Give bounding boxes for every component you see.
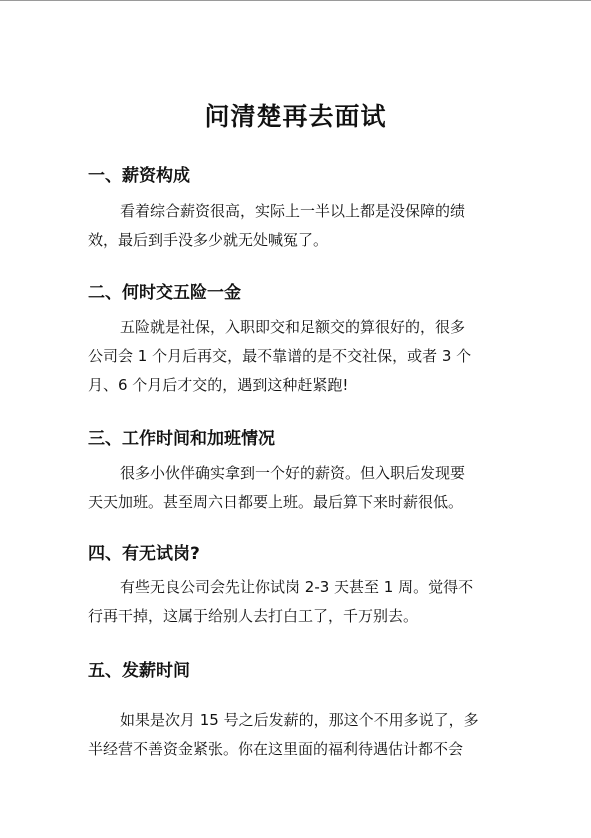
section-heading-working-hours: 三、工作时间和加班情况 xyxy=(88,429,275,449)
paragraph-line: 公司会 1 个月后再交，最不靠谱的是不交社保，或者 3 个 xyxy=(88,347,472,365)
paragraph-line: 五险就是社保，入职即交和足额交的算很好的，很多 xyxy=(120,318,466,336)
section-paragraph-working-hours xyxy=(88,459,503,517)
page-top-border xyxy=(0,0,591,1)
paragraph-line: 很多小伙伴确实拿到一个好的薪资。但入职后发现要 xyxy=(120,464,466,482)
section-paragraph-social-insurance xyxy=(88,313,503,400)
paragraph-line: 半经营不善资金紧张。你在这里面的福利待遇估计都不会 xyxy=(88,740,464,758)
paragraph-line: 天天加班。甚至周六日都要上班。最后算下来时薪很低。 xyxy=(88,493,464,511)
section-paragraph-salary-structure xyxy=(88,197,503,255)
paragraph-line: 如果是次月 15 号之后发薪的，那这个不用多说了，多 xyxy=(120,711,479,729)
paragraph-line: 行再干掉，这属于给别人去打白工了，千万别去。 xyxy=(88,607,419,625)
section-heading-social-insurance: 二、何时交五险一金 xyxy=(88,283,241,303)
document-title: 问清楚再去面试 xyxy=(204,102,387,131)
paragraph-line: 月、6 个月后才交的，遇到这种赶紧跑! xyxy=(88,376,349,394)
section-heading-salary-structure: 一、薪资构成 xyxy=(88,166,190,186)
paragraph-line: 有些无良公司会先让你试岗 2-3 天甚至 1 周。觉得不 xyxy=(120,578,474,596)
paragraph-line: 效，最后到手没多少就无处喊冤了。 xyxy=(88,231,329,249)
section-paragraph-payday xyxy=(88,706,503,764)
section-heading-trial-period: 四、有无试岗? xyxy=(88,544,200,564)
section-heading-payday: 五、发薪时间 xyxy=(88,661,190,681)
paragraph-line: 看着综合薪资很高，实际上一半以上都是没保障的绩 xyxy=(120,202,466,220)
section-paragraph-trial-period xyxy=(88,573,503,631)
